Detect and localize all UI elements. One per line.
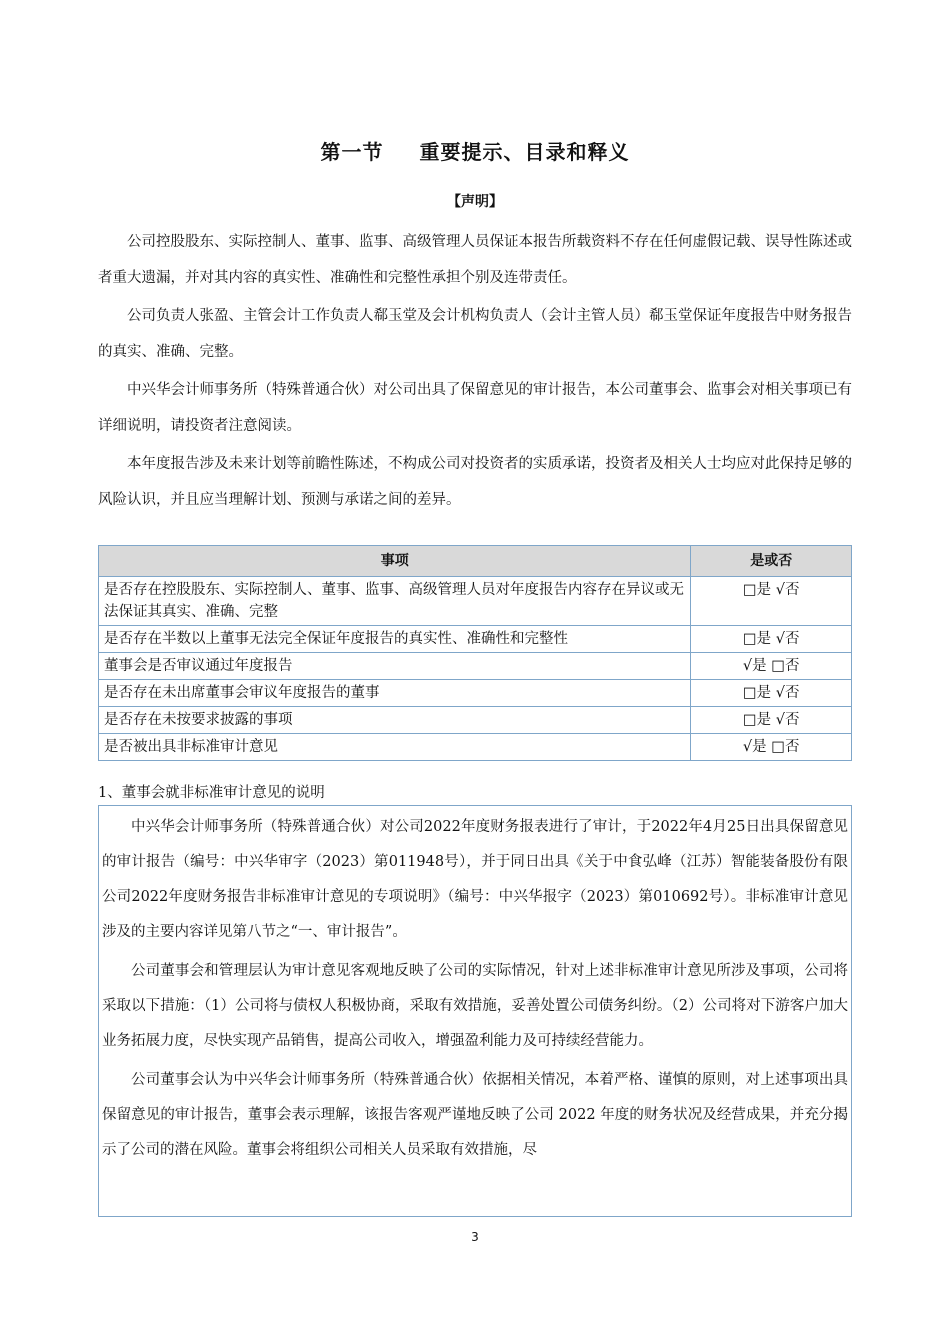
section-name: 重要提示、目录和释义 xyxy=(419,140,630,164)
header-yes-no: 是或否 xyxy=(691,546,852,577)
section-title xyxy=(0,136,950,165)
matters-table xyxy=(98,545,852,761)
matter-cell: 是否存在未按要求披露的事项 xyxy=(99,707,691,734)
answer-cell: □是 √否 xyxy=(691,707,852,734)
matter-cell: 董事会是否审议通过年度报告 xyxy=(99,653,691,680)
declaration-paragraph-2: 公司负责人张盈、主管会计工作负责人郗玉堂及会计机构负责人（会计主管人员）郗玉堂保证年度报告中财务报告的真实、准确、完整。 xyxy=(98,308,852,360)
declaration-paragraph-1: 公司控股股东、实际控制人、董事、监事、高级管理人员保证本报告所载资料不存在任何虚假记载、误导性陈述或者重大遗漏，并对其内容的真实性、准确性和完整性承担个别及连带责任。 xyxy=(98,234,852,286)
header-matter: 事项 xyxy=(99,546,691,577)
table-row xyxy=(99,653,852,680)
declaration-heading: 【声明】 xyxy=(447,194,503,210)
answer-cell: □是 √否 xyxy=(691,626,852,653)
matter-cell: 是否存在半数以上董事无法完全保证年度报告的真实性、准确性和完整性 xyxy=(99,626,691,653)
section-number: 第一节 xyxy=(320,140,384,164)
matter-cell: 是否存在未出席董事会审议年度报告的董事 xyxy=(99,680,691,707)
table-row xyxy=(99,626,852,653)
answer-cell: □是 √否 xyxy=(691,680,852,707)
answer-cell: √是 □否 xyxy=(691,653,852,680)
table-header-row xyxy=(99,546,852,577)
explanation-paragraph-3: 公司董事会认为中兴华会计师事务所（特殊普通合伙）依据相关情况，本着严格、谨慎的原则，对上述事项出具保留意见的审计报告，董事会表示理解，该报告客观严谨地反映了公司 2022 年度的财务状况及经营成果，并充分揭示了公司的潜在风险。董事会将组织公司相关人员采取有效措施，尽 xyxy=(102,1072,848,1158)
page-number: 3 xyxy=(471,1230,479,1244)
answer-cell: √是 □否 xyxy=(691,734,852,761)
table-row xyxy=(99,707,852,734)
declaration-paragraph-3: 中兴华会计师事务所（特殊普通合伙）对公司出具了保留意见的审计报告，本公司董事会、监事会对相关事项已有详细说明，请投资者注意阅读。 xyxy=(98,382,852,434)
explanation-box xyxy=(98,805,852,1217)
explanation-paragraph-1: 中兴华会计师事务所（特殊普通合伙）对公司2022年度财务报表进行了审计，于2022年4月25日出具保留意见的审计报告（编号：中兴华审字（2023）第011948号），并于同日出具《关于中食弘峰（江苏）智能装备股份有限公司2022年度财务报告非标准审计意见的专项说明》（编号：中兴华报字（2023）第010692号）。非标准审计意见涉及的主要内容详见第八节之“一、审计报告”。 xyxy=(102,819,848,940)
explanation-paragraph-2: 公司董事会和管理层认为审计意见客观地反映了公司的实际情况，针对上述非标准审计意见所涉及事项，公司将采取以下措施：（1）公司将与债权人积极协商，采取有效措施，妥善处置公司债务纠纷。（2）公司将对下游客户加大业务拓展力度，尽快实现产品销售，提高公司收入，增强盈利能力及可持续经营能力。 xyxy=(102,963,848,1049)
table-row xyxy=(99,680,852,707)
subsection-label: 1、董事会就非标准审计意见的说明 xyxy=(98,785,325,801)
matter-cell: 是否存在控股股东、实际控制人、董事、监事、高级管理人员对年度报告内容存在异议或无法保证其真实、准确、完整 xyxy=(99,577,691,626)
table-row xyxy=(99,577,852,626)
answer-cell: □是 √否 xyxy=(691,577,852,626)
table-row xyxy=(99,734,852,761)
matter-cell: 是否被出具非标准审计意见 xyxy=(99,734,691,761)
declaration-paragraph-4: 本年度报告涉及未来计划等前瞻性陈述，不构成公司对投资者的实质承诺，投资者及相关人士均应对此保持足够的风险认识，并且应当理解计划、预测与承诺之间的差异。 xyxy=(98,456,852,508)
